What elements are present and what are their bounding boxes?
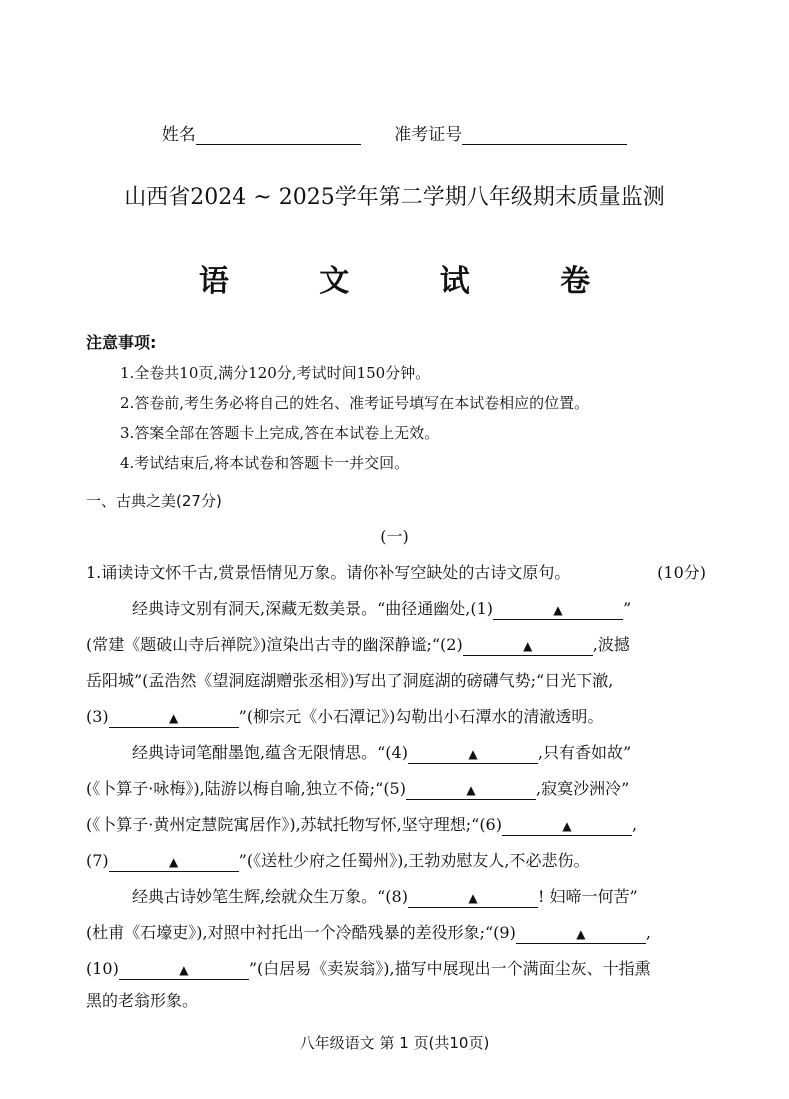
p1-line2	[86, 632, 706, 656]
text-segment: ”	[623, 599, 632, 618]
text-segment: ,	[645, 923, 651, 942]
answer-blank-5: ▲	[406, 781, 536, 800]
p3-line3	[86, 956, 706, 980]
text-segment: 经典诗文别有洞天,深藏无数美景。“曲径通幽处,(1)	[132, 599, 494, 618]
id-label: 准考证号	[394, 125, 463, 145]
text-segment: 经典诗词笔酣墨饱,蕴含无限情思。“(4)	[132, 743, 408, 762]
answer-blank-9: ▲	[516, 925, 646, 944]
answer-blank-10: ▲	[119, 961, 249, 980]
text-segment: (《卜算子·黄州定慧院寓居作》),苏轼托物写怀,坚守理想;“(6)	[86, 815, 502, 834]
text-segment: (常建《题破山寺后禅院》)渲染出古寺的幽深静谧;“(2)	[86, 635, 463, 654]
answer-blank-7: ▲	[109, 853, 239, 872]
text-segment: (杜甫《石壕吏》),对照中衬托出一个冷酷残暴的差役形象;“(9)	[86, 923, 516, 942]
name-line	[196, 128, 361, 145]
candidate-info	[0, 120, 789, 145]
text-segment: ”(柳宗元《小石潭记》)勾勒出小石潭水的清澈透明。	[238, 707, 604, 726]
text-segment: ,波撼	[592, 635, 630, 654]
id-field	[394, 120, 627, 145]
text-segment: ”(白居易《卖炭翁》),描写中展现出一个满面尘灰、十指熏	[248, 959, 651, 978]
name-field	[162, 120, 361, 145]
notice-item: 3.答案全部在答题卡上完成,答在本试卷上无效。	[120, 424, 440, 442]
p3-line4: 黑的老翁形象。	[86, 991, 199, 1010]
p2-line1	[132, 740, 752, 764]
notice-item: 4.考试结束后,将本试卷和答题卡一并交回。	[120, 454, 410, 472]
text-segment: ”(《送杜少府之任蜀州》),王勃劝慰友人,不必悲伤。	[238, 851, 590, 870]
answer-blank-1: ▲	[493, 601, 623, 620]
p3-line2	[86, 920, 706, 944]
p3-line1	[132, 884, 752, 908]
name-label: 姓名	[161, 125, 196, 145]
text-segment: ,寂寞沙洲冷”	[535, 779, 630, 798]
section-title: 一、古典之美(27分)	[86, 492, 222, 510]
text-segment: ! 妇啼一何苦”	[537, 887, 638, 906]
text-segment: (3)	[86, 707, 109, 726]
p1-line1	[132, 596, 752, 620]
p2-line4	[86, 848, 706, 872]
question-score: (10分)	[657, 563, 706, 582]
text-segment: (《卜算子·咏梅》),陆游以梅自喻,独立不倚;“(5)	[86, 779, 406, 798]
text-segment: 经典古诗妙笔生辉,绘就众生万象。“(8)	[132, 887, 408, 906]
id-line	[462, 128, 627, 145]
answer-blank-3: ▲	[109, 709, 239, 728]
p1-line4	[86, 704, 706, 728]
text-segment: (7)	[86, 851, 109, 870]
page-footer: 八年级语文 第 1 页(共10页)	[299, 1034, 490, 1052]
answer-blank-6: ▲	[502, 817, 632, 836]
part-title: (一)	[380, 527, 409, 546]
text-segment: ,只有香如故”	[537, 743, 632, 762]
p1-line3: 岳阳城”(孟浩然《望洞庭湖赠张丞相》)写出了洞庭湖的磅礴气势;“日光下澈,	[86, 671, 614, 690]
notice-item: 1.全卷共10页,满分120分,考试时间150分钟。	[120, 364, 431, 382]
subject-title: 语 文 试 卷	[198, 264, 631, 299]
answer-blank-4: ▲	[408, 745, 538, 764]
text-segment: ,	[631, 815, 638, 834]
p2-line3	[86, 812, 706, 836]
exam-title: 山西省2024 ~ 2025学年第二学期八年级期末质量监测	[124, 185, 665, 210]
notice-item: 2.答卷前,考生务必将自己的姓名、准考证号填写在本试卷相应的位置。	[120, 394, 590, 412]
notice-heading: 注意事项:	[86, 333, 157, 352]
answer-blank-8: ▲	[408, 889, 538, 908]
question-1	[86, 560, 706, 583]
text-segment: (10)	[86, 959, 119, 978]
p2-line2	[86, 776, 706, 800]
answer-blank-2: ▲	[463, 637, 593, 656]
question-prompt: 1.诵读诗文怀千古,赏景悟情见万象。请你补写空缺处的古诗文原句。	[86, 563, 571, 582]
